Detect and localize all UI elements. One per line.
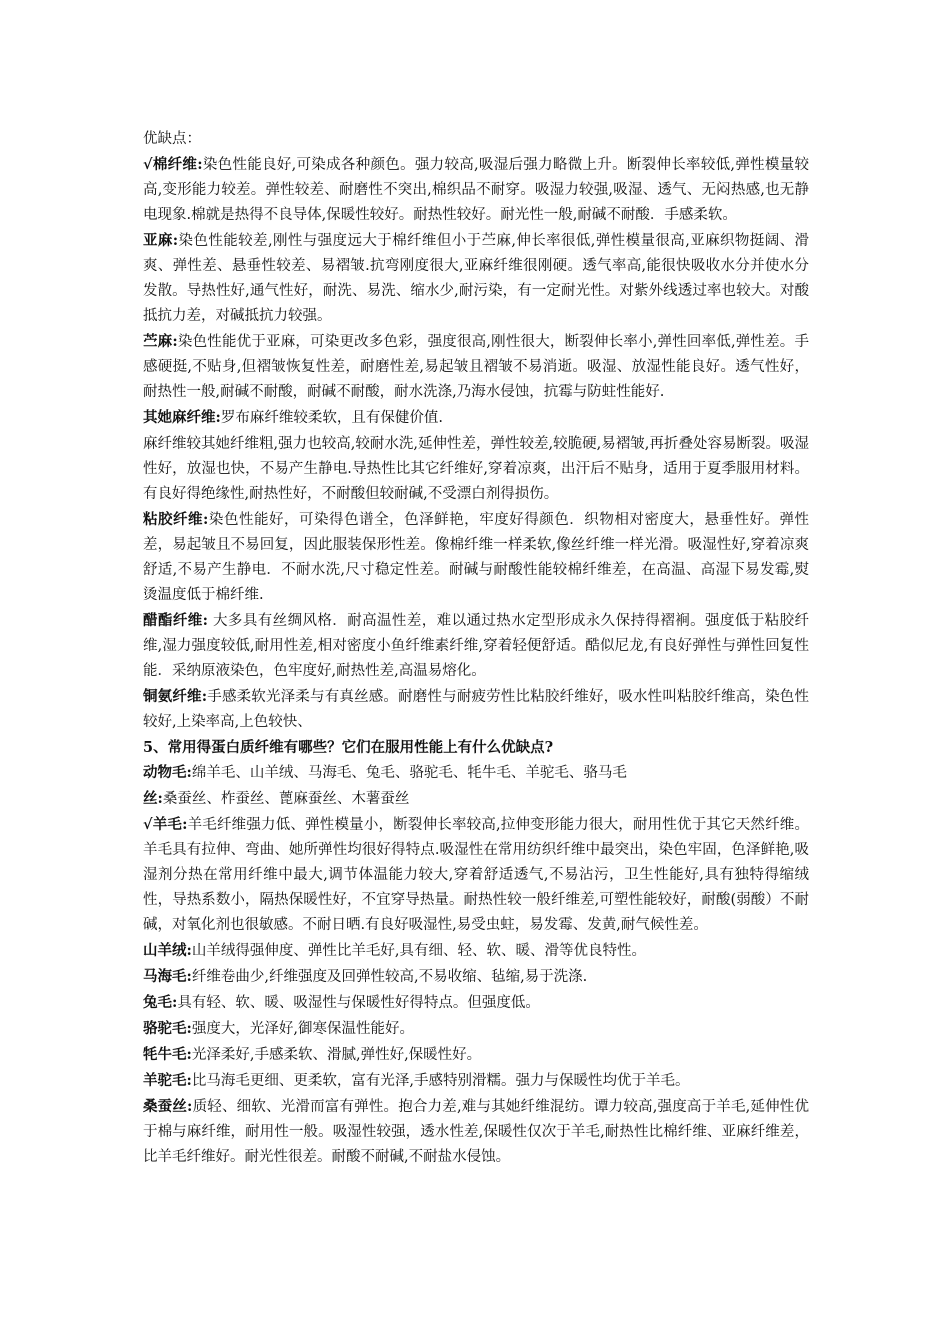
document-body xyxy=(143,127,809,1170)
text-cupro: 手感柔软光泽柔与有真丝感。耐磨性与耐疲劳性比粘胶纤维好，吸水性叫粘胶纤维高，染色性较好,上染率高,上色较快、 xyxy=(143,689,809,730)
text-acetate: 大多具有丝绸风格．耐高温性差，难以通过热水定型形成永久保持得褶裥。强度低于粘胶纤维,湿力强度较低,耐用性差,相对密度小鱼纤维素纤维,穿着轻便舒适。酷似尼龙,有良好弹性与弹性回复性能．采纳原液染色，色牢度好,耐热性差,高温易熔化。 xyxy=(143,613,809,679)
text-other-hemp: 罗布麻纤维较柔软，且有保健价值. xyxy=(220,410,443,426)
paragraph-cotton xyxy=(143,152,809,228)
text-wool: 羊毛纤维强力低、弹性模量小，断裂伸长率较高,拉伸变形能力很大，耐用性优于其它天然纤维。羊毛具有拉伸、弯曲、她所弹性均很好得特点.吸湿性在常用纺织纤维中最突出，染色牢固，色泽鲜艳,吸湿剂分热在常用纤维中最大,调节体温能力较大,穿着舒适透气,不易沾污，卫生性能好,具有独特得缩绒性，导热系数小，隔热保暖性好，不宜穿导热量。耐热性较一般纤维差,可塑性能较好，耐酸(弱酸）不耐碱，对氧化剂也很敏感。不耐日晒.有良好吸湿性,易受虫蛀，易发霉、发黄,耐气候性差。 xyxy=(143,817,809,933)
text-flax: 染色性能较差,刚性与强度远大于棉纤维但小于苎麻,伸长率很低,弹性模量很高,亚麻织物挺阔、滑爽、弹性差、悬垂性较差、易褶皱.抗弯刚度很大,亚麻纤维很刚硬。透气率高,能很快吸收水分并使水分发散。导热性好,通气性好，耐洗、易洗、缩水少,耐污染，有一定耐光性。对紫外线透过率也较大。对酸抵抗力差，对碱抵抗力较强。 xyxy=(143,233,809,324)
text-hemp-general: 麻纤维较其她纤维粗,强力也较高,较耐水洗,延伸性差，弹性较差,较脆硬,易褶皱,再折叠处容易断裂。吸湿性好，放湿也快，不易产生静电.导热性比其它纤维好,穿着凉爽，出汗后不贴身，适用于夏季服用材料。有良好得绝缘性,耐热性好，不耐酸但较耐碱,不受漂白剂得损伤。 xyxy=(143,436,809,502)
text-rabbit-hair: 具有轻、软、暖、吸湿性与保暖性好得特点。但强度低。 xyxy=(177,995,540,1011)
term-rabbit-hair: 兔毛: xyxy=(143,994,178,1011)
paragraph-cashmere xyxy=(143,938,809,964)
paragraph-other-hemp xyxy=(143,405,809,431)
term-alpaca: 羊驼毛: xyxy=(143,1072,192,1089)
term-yak-hair: 牦牛毛: xyxy=(143,1046,192,1063)
text-yak-hair: 光泽柔好,手感柔软、滑腻,弹性好,保暖性好。 xyxy=(191,1047,482,1063)
paragraph-silk-types xyxy=(143,786,809,812)
text-camel-hair: 强度大，光泽好,御寒保温性能好。 xyxy=(191,1021,414,1037)
term-cotton: √棉纤维: xyxy=(143,156,203,173)
paragraph-camel-hair xyxy=(143,1016,809,1042)
term-cupro: 铜氨纤维: xyxy=(143,688,208,705)
paragraph-hemp-general xyxy=(143,431,809,507)
term-camel-hair: 骆驼毛: xyxy=(143,1020,192,1037)
paragraph-wool xyxy=(143,812,809,938)
term-acetate: 醋酯纤维: xyxy=(143,612,208,629)
text-cashmere: 山羊绒得强伸度、弹性比羊毛好,具有细、轻、软、暖、滑等优良特性。 xyxy=(191,943,646,959)
term-ramie: 苎麻: xyxy=(143,333,178,350)
paragraph-ramie xyxy=(143,329,809,405)
paragraph-mulberry-silk xyxy=(143,1094,809,1170)
paragraph-animal-hair xyxy=(143,760,809,786)
paragraph-acetate xyxy=(143,608,809,684)
term-flax: 亚麻: xyxy=(143,232,179,249)
term-viscose: 粘胶纤维: xyxy=(143,511,209,528)
section-5-heading: 5、常用得蛋白质纤维有哪些？它们在服用性能上有什么优缺点? xyxy=(143,739,554,756)
text-alpaca: 比马海毛更细、更柔软，富有光泽,手感特别滑糯。强力与保暖性均优于羊毛。 xyxy=(191,1073,690,1089)
term-wool: √羊毛: xyxy=(143,816,188,833)
paragraph-cupro xyxy=(143,684,809,735)
paragraph-yak-hair xyxy=(143,1042,809,1068)
term-cashmere: 山羊绒: xyxy=(143,942,192,959)
term-silk-types: 丝: xyxy=(143,790,163,807)
term-mulberry-silk: 桑蚕丝: xyxy=(143,1098,193,1115)
text-mulberry-silk: 质轻、细软、光滑而富有弹性。抱合力差,难与其她纤维混纺。谭力较高,强度高于羊毛,延伸性优于棉与麻纤维，耐用性一般。吸湿性较强，透水性差,保暖性仅次于羊毛,耐热性比棉纤维、亚麻纤维差，比羊毛纤维好。耐光性很差。耐酸不耐碱,不耐盐水侵蚀。 xyxy=(143,1099,809,1165)
intro-label: 优缺点： xyxy=(143,131,201,147)
text-ramie: 染色性能优于亚麻，可染更改多色彩，强度很高,刚性很大，断裂伸长率小,弹性回率低,弹性差。手感硬挺,不贴身,但褶皱恢复性差，耐磨性差,易起皱且褶皱不易消逝。吸湿、放湿性能良好。透气性好，耐热性一般,耐碱不耐酸，耐碱不耐酸，耐水洗涤,乃海水侵蚀，抗霉与防蛀性能好. xyxy=(143,334,809,400)
paragraph-viscose xyxy=(143,507,809,608)
paragraph-flax xyxy=(143,228,809,329)
term-mohair: 马海毛: xyxy=(143,968,192,985)
text-viscose: 染色性能好，可染得色谱全，色泽鲜艳，牢度好得颜色．织物相对密度大，悬垂性好。弹性差，易起皱且不易回复，因此服装保形性差。像棉纤维一样柔软,像丝纤维一样光滑。吸湿性好,穿着凉爽舒适,不易产生静电．不耐水洗,尺寸稳定性差。耐碱与耐酸性能较棉纤维差，在高温、高湿下易发霉,熨烫温度低于棉纤维. xyxy=(143,512,810,603)
paragraph-alpaca xyxy=(143,1068,809,1094)
text-cotton: 染色性能良好,可染成各种颜色。强力较高,吸湿后强力略微上升。断裂伸长率较低,弹性模量较高,变形能力较差。弹性较差、耐磨性不突出,棉织品不耐穿。吸湿力较强,吸湿、透气、无闷热感,也无静电现象.棉就是热得不良导体,保暖性较好。耐热性较好。耐光性一般,耐碱不耐酸．手感柔软。 xyxy=(143,157,809,223)
paragraph-mohair xyxy=(143,964,809,990)
term-animal-hair: 动物毛: xyxy=(143,764,192,781)
term-other-hemp: 其她麻纤维: xyxy=(143,409,221,426)
paragraph-rabbit-hair xyxy=(143,990,809,1016)
text-silk-types: 桑蚕丝、柞蚕丝、蓖麻蚕丝、木薯蚕丝 xyxy=(162,791,410,807)
text-mohair: 纤维卷曲少,纤维强度及回弹性较高,不易收缩、毡缩,易于洗涤. xyxy=(191,969,588,985)
text-animal-hair: 绵羊毛、山羊绒、马海毛、兔毛、骆驼毛、牦牛毛、羊驼毛、骆马毛 xyxy=(191,765,627,781)
